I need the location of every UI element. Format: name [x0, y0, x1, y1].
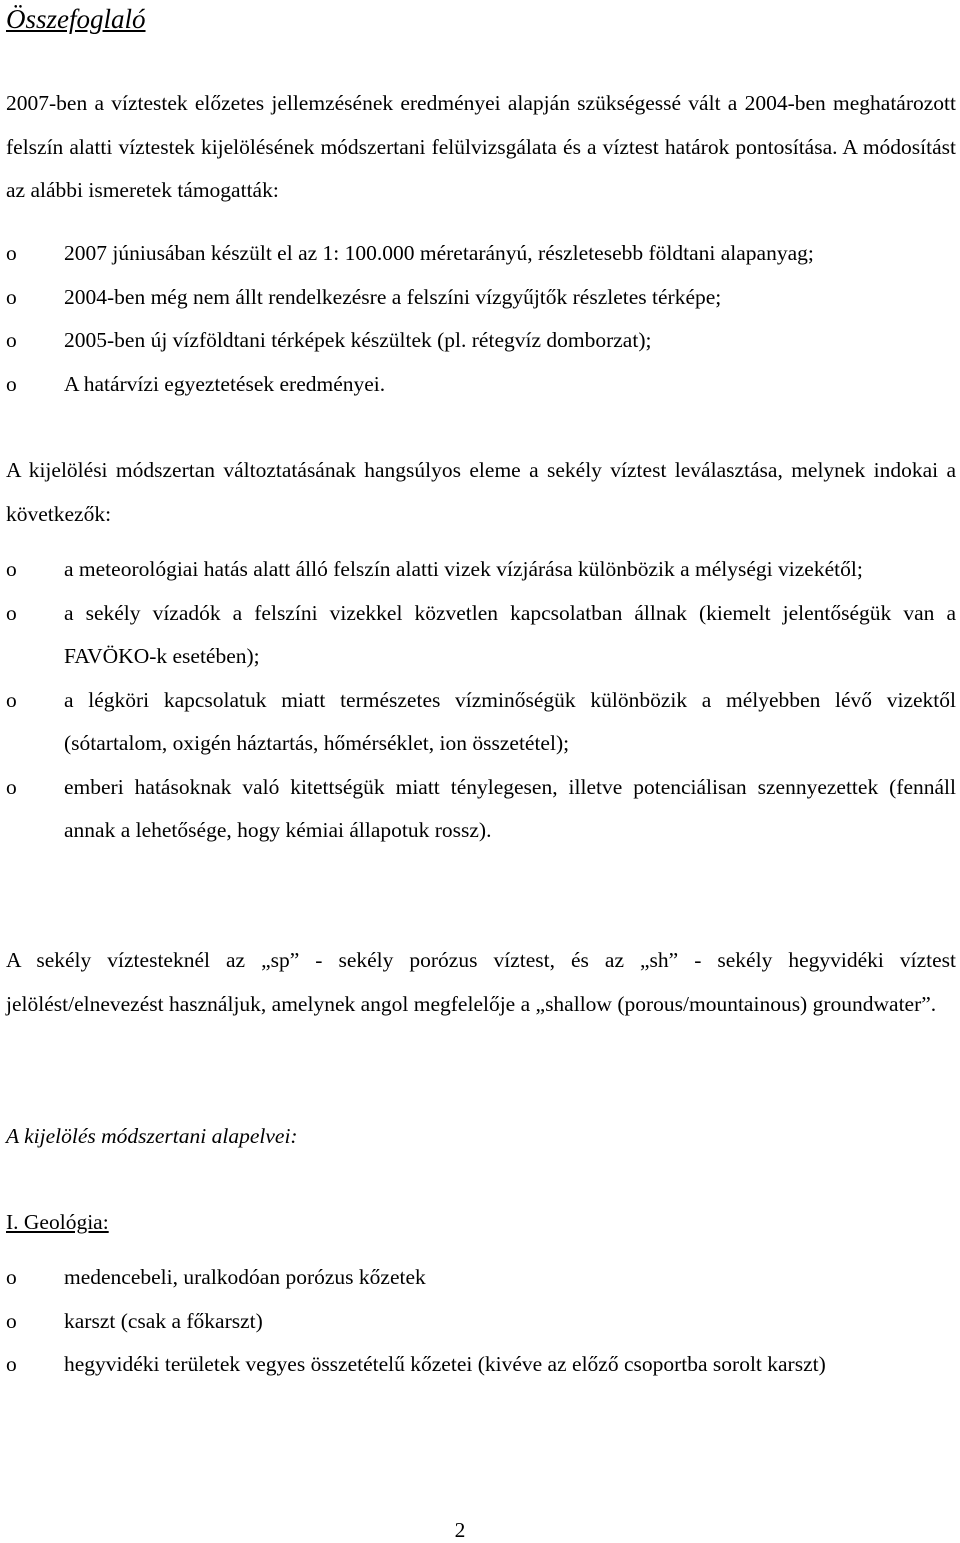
bullet-icon: o [6, 328, 17, 352]
method-change-paragraph: A kijelölési módszertan változtatásának hangsúlyos eleme a sekély víztest leválasztása, melynek indokai a következők: [6, 458, 956, 526]
list-item [6, 319, 956, 363]
list-item [6, 1343, 956, 1387]
list-item [6, 1300, 956, 1344]
bullet-icon: o [6, 284, 17, 309]
list-item-text: emberi hatásoknak való kitettségük miatt ténylegesen, illetve potenciálisan szennyezettek (fennáll annak a lehetősége, hogy kémiai állapotuk rossz). [64, 774, 956, 842]
geology-label: I. Geológia: [6, 1210, 109, 1234]
intro-paragraph: 2007-ben a víztestek előzetes jellemzésének eredményei alapján szükségessé vált a 2004-ben meghatározott felszín alatti víztestek kijelölésének módszertani felülvizsgálata és a víztest határok pontosítása. A módosítást az alábbi ismeretek támogatták: [6, 91, 956, 202]
list-item-text: 2007 júniusában készült el az 1: 100.000 méretarányú, részletesebb földtani alapanyag; [64, 241, 814, 265]
list-item-text: A határvízi egyeztetések eredményei. [64, 371, 386, 396]
page-number: 2 [454, 1518, 466, 1542]
list-item [6, 276, 956, 320]
naming-paragraph: A sekély víztesteknél az „sp” - sekély porózus víztest, és az „sh” - sekély hegyvidéki víztest jelölést/elnevezést használjuk, amelynek angol megfelelője a „shallow (porous/mountainous) groundwater”. [6, 948, 956, 1016]
list-item-text: a sekély vízadók a felszíni vizekkel közvetlen kapcsolatban állnak (kiemelt jelentőségük van a FAVÖKO-k esetében); [64, 600, 956, 668]
bullet-icon: o [6, 1265, 17, 1289]
list-item-text: 2004-ben még nem állt rendelkezésre a felszíni vízgyűjtők részletes térképe; [64, 284, 722, 309]
list-item-text: a légköri kapcsolatuk miatt természetes vízminőségük különbözik a mélyebben lévő vizektől (sótartalom, oxigén háztartás, hőmérséklet, ion összetétel); [64, 687, 956, 755]
page-title: Összefoglaló [6, 4, 146, 34]
list-item-text: karszt (csak a főkarszt) [64, 1308, 263, 1333]
reasons-list [6, 548, 956, 853]
bullet-icon: o [6, 774, 17, 799]
list-item-text: a meteorológiai hatás alatt álló felszín alatti vizek vízjárása különbözik a mélységi vizekétől; [64, 557, 863, 581]
list-item [6, 592, 956, 679]
list-item [6, 1256, 956, 1300]
list-item [6, 232, 956, 276]
list-item [6, 766, 956, 853]
bullet-icon: o [6, 557, 17, 581]
bullet-icon: o [6, 1308, 17, 1333]
list-item-text: 2005-ben új vízföldtani térképek készültek (pl. rétegvíz domborzat); [64, 328, 652, 352]
list-item [6, 363, 956, 407]
bullet-icon: o [6, 1352, 17, 1376]
principles-heading: A kijelölés módszertani alapelvei: [6, 1124, 298, 1148]
list-item [6, 679, 956, 766]
supporting-knowledge-list [6, 232, 956, 406]
bullet-icon: o [6, 371, 17, 396]
list-item [6, 548, 956, 592]
bullet-icon: o [6, 600, 17, 625]
geology-list [6, 1256, 956, 1387]
bullet-icon: o [6, 241, 17, 265]
list-item-text: medencebeli, uralkodóan porózus kőzetek [64, 1265, 426, 1289]
bullet-icon: o [6, 687, 17, 712]
list-item-text: hegyvidéki területek vegyes összetételű kőzetei (kivéve az előző csoportba sorolt karszt) [64, 1352, 826, 1376]
